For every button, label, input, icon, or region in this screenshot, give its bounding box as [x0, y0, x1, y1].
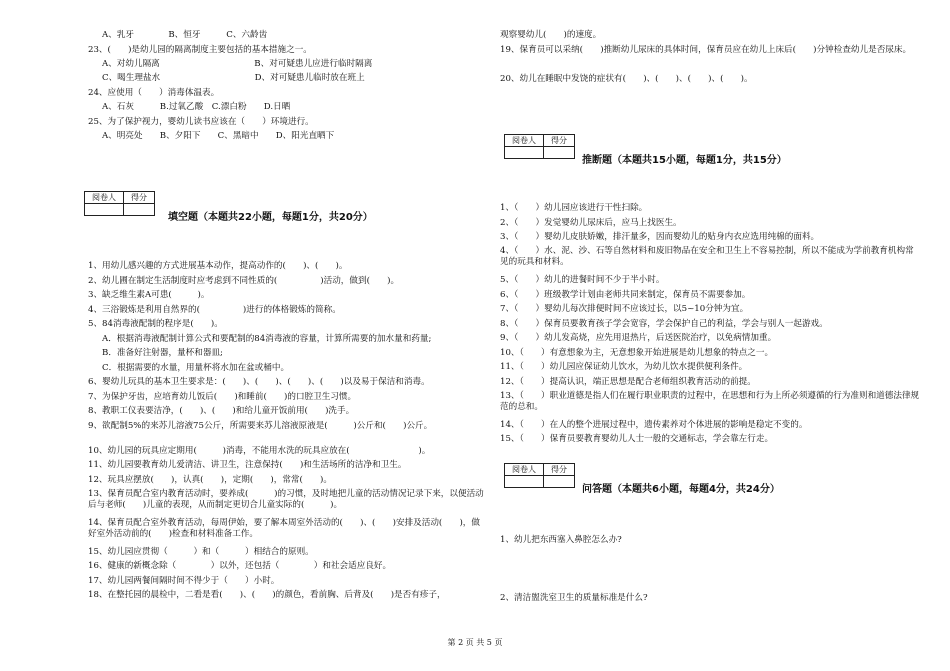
fill-item: 5、84消毒液配制的程序是( )。 — [88, 319, 223, 329]
qa-item: 2、清洁盥洗室卫生的质量标准是什么? — [500, 593, 648, 603]
fill-item: 15、幼儿园应贯彻（ ）和（ ）相结合的原则。 — [88, 547, 314, 557]
qa-item: 1、幼儿把东西塞入鼻腔怎么办? — [500, 535, 622, 545]
fill-item: 17、幼儿园两餐间隔时间不得少于（ ）小时。 — [88, 576, 280, 586]
fill-item: 19、保育员可以采纳( )推断幼儿尿床的具体时间，保育员应在幼儿上床后( )分钟检查幼儿是否尿床。 — [500, 45, 912, 55]
judge-item: 13、（ ）职业道德是指人们在履行职业职责的过程中，在思想和行为上所必须遵循的行为准则和道德法律规范的总和。 — [500, 391, 920, 412]
q23-options-ab: A、对幼儿隔离 B、对可疑患儿应进行临时隔离 — [102, 59, 373, 69]
fill-item: 1、用幼儿感兴趣的方式进展基本动作，提高动作的( )、( )。 — [88, 261, 348, 271]
judge-item: 2、（ ）发觉婴幼儿尿床后，应马上找医生。 — [500, 218, 682, 228]
score-label: 得分 — [124, 192, 155, 204]
score-cell — [544, 147, 575, 159]
fill-item: 8、教职工仪表要洁净，( )、( )和给儿童开饭前用( )洗手。 — [88, 406, 355, 416]
judge-item: 12、（ ）提高认识，端正思想是配合老师组织教育活动的前提。 — [500, 377, 756, 387]
fill-item: 20、幼儿在睡眠中发饶的症状有( )、( )、( )、( )。 — [500, 74, 753, 84]
scorer-box-fill — [84, 191, 155, 216]
judge-item: 1、（ ）幼儿园应该进行干性扫除。 — [500, 203, 648, 213]
judge-item: 15、（ ）保育员要教育婴幼儿人士一般的交通标志，学会靠左行走。 — [500, 434, 774, 444]
scorer-cell — [505, 147, 544, 159]
score-cell — [124, 204, 155, 216]
judge-item: 8、（ ）保育员要教育孩子学会宽容，学会保护自己的利益，学会与别人一起游戏。 — [500, 319, 828, 329]
fill-item: 18、在整托园的晨检中，二看是看( )、( )的颜色，看前胸、后背及( )是否有疹子， — [88, 590, 446, 600]
fill-item: 7、为保护牙齿，应培育幼儿饭后( )和睡前( )的口腔卫生习惯。 — [88, 392, 357, 402]
scorer-cell — [505, 476, 544, 488]
fill-item-5a: A．根据消毒液配制计算公式和要配制的84消毒液的容量，计算所需要的加水量和药量; — [102, 334, 432, 344]
fill-item: 4、三浴锻炼是利用自然界的( )进行的体格锻炼的简称。 — [88, 305, 341, 315]
q24-stem: 24、应使用（ ）消毒体温表。 — [88, 88, 220, 98]
fill-item: 13、保育员配合室内教育活动时，要养成( )的习惯，及时地把儿童的活动情况记录下来，以便活动后与老师( )儿童的表现，从而制定更切合儿童实际的( )。 — [88, 489, 484, 510]
judge-item: 3、（ ）婴幼儿皮肤娇嫩，排汗量多，因而婴幼儿的贴身内衣应选用纯棉的面料。 — [500, 232, 820, 242]
fill-item: 2、幼儿圃在制定生活制度时应考虑到不同性质的( )活动，做到( )。 — [88, 276, 400, 286]
judge-item: 7、（ ）婴幼儿每次排便时间不应该过长，以5~10分钟为宜。 — [500, 304, 749, 314]
fill-item: 3、缺乏维生素A可患( )。 — [88, 290, 210, 300]
judge-section-title: 推断题（本题共15小题，每题1分，共15分） — [582, 155, 787, 166]
scorer-label: 阅卷人 — [85, 192, 124, 204]
score-cell — [544, 476, 575, 488]
q18-continuation: 观察婴幼儿( )的速度。 — [500, 30, 602, 40]
fill-item: 14、保育员配合室外教育活动，每周伊始，要了解本周室外活动的( )、( )安排及活动( )，做好室外活动前的( )检查和材料准备工作。 — [88, 518, 480, 539]
fill-item: 16、健康的新概念除（ ）以外，还包括（ ）和社会适应良好。 — [88, 561, 392, 571]
scorer-cell — [85, 204, 124, 216]
scorer-box-qa — [504, 463, 575, 488]
fill-item: 10、幼儿园的玩具应定期用( )消毒，不能用水洗的玩具应放在( )。 — [88, 446, 431, 456]
judge-item: 4、（ ）水、泥、沙、石等自然材料和废旧物品在安全和卫生上不容易控制，所以不能成为学前教育机构常见的玩具和材料。 — [500, 246, 914, 267]
page-number-footer: 第 2 页 共 5 页 — [447, 638, 503, 647]
scorer-box-judge — [504, 134, 575, 159]
q25-options: A、明亮处 B、夕阳下 C、黑暗中 D、阳光直晒下 — [102, 131, 335, 141]
fill-item: 6、婴幼儿玩具的基本卫生要求是：( )、( )、( )、( )以及易于保洁和消毒。 — [88, 377, 430, 387]
fill-section-title: 填空题（本题共22小题，每题1分，共20分） — [168, 212, 373, 223]
q23-stem: 23、( )是幼儿园的隔离制度主要包括的基本措施之一。 — [88, 45, 312, 55]
q22-options: A、乳牙 B、恒牙 C、六龄齿 — [102, 30, 268, 40]
qa-section-title: 问答题（本题共6小题，每题4分，共24分） — [582, 484, 780, 495]
judge-item: 14、（ ）在人的整个进展过程中，遗传素养对个体进展的影响是稳定不变的。 — [500, 420, 808, 430]
judge-item: 10、（ ）有意想象为主，无意想象开始进展是幼儿想象的特点之一。 — [500, 348, 774, 358]
judge-item: 5、（ ）幼儿的进餐时间不少于半小时。 — [500, 275, 665, 285]
fill-item: 11、幼儿园要教育幼儿爱清洁、讲卫生，注意保持( )和生活场所的洁净和卫生。 — [88, 460, 407, 470]
scorer-label: 阅卷人 — [505, 464, 544, 476]
judge-item: 9、（ ）幼儿发高烧，应先用退热片，后送医院治疗，以免病情加重。 — [500, 333, 777, 343]
judge-item: 6、（ ）班级教学计划由老师共同来制定，保育员不需要参加。 — [500, 290, 751, 300]
q24-options: A、石灰 B.过氧乙酸 C.漂白粉 D.日晒 — [102, 102, 291, 112]
fill-item: 12、玩具应摆放( )，认真( )，定期( )，常常( )。 — [88, 475, 333, 485]
judge-item: 11、（ ）幼儿园应保证幼儿饮水，为幼儿饮水提供便利条件。 — [500, 362, 748, 372]
q23-options-cd: C、喝生理盐水 D、对可疑患儿临时放在班上 — [102, 73, 365, 83]
q25-stem: 25、为了保护视力，婴幼儿读书应该在（ ）环境进行。 — [88, 117, 314, 127]
fill-item: 9、欲配制5%的来苏儿溶液75公斤，所需要来苏儿溶液原液是( )公斤和( )公斤。 — [88, 421, 433, 431]
score-label: 得分 — [544, 135, 575, 147]
scorer-label: 阅卷人 — [505, 135, 544, 147]
fill-item-5c: C．根据需要的水量，用量杯将水加在盆或桶中。 — [102, 363, 290, 373]
score-label: 得分 — [544, 464, 575, 476]
fill-item-5b: B．准备好注射器，量杯和器皿; — [102, 348, 223, 358]
